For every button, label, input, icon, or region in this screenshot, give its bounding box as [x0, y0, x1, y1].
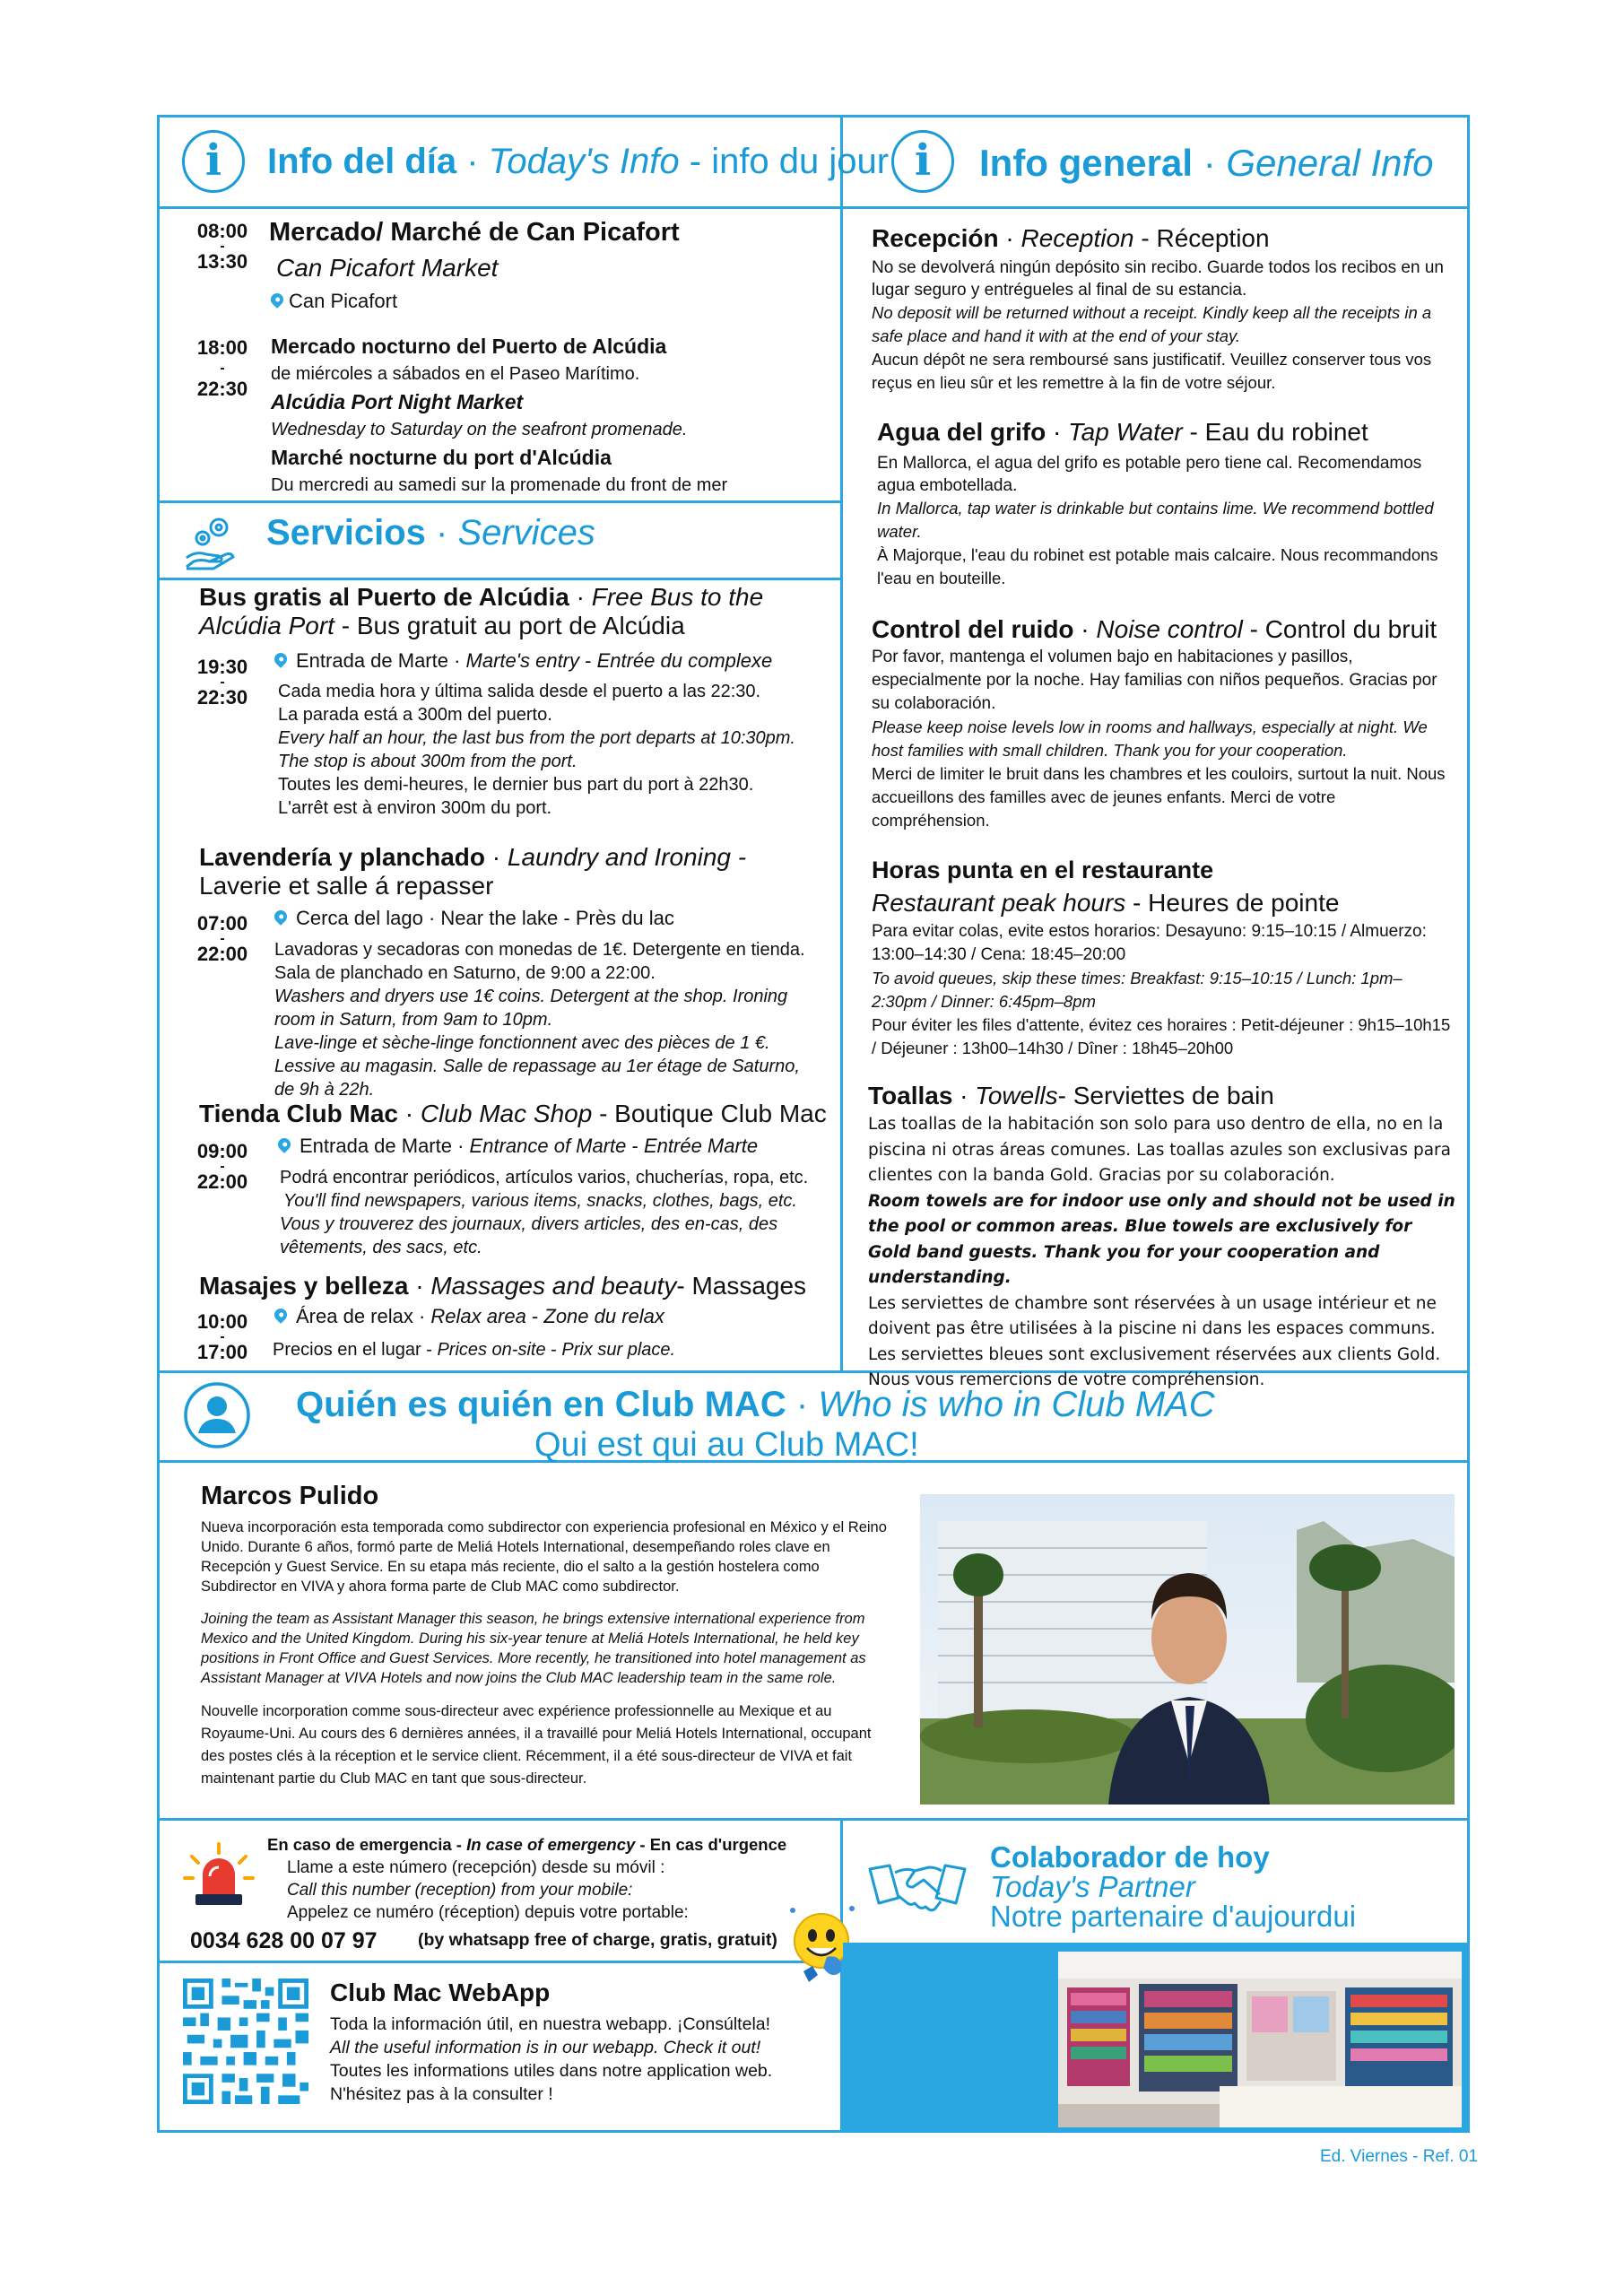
divider-emergency [157, 1961, 840, 1963]
reception-section: Recepción · Reception - Réception No se devolverá ningún depósito sin recibo. Guarde todos los recibos en un lugar seguro y entrégueles al final de su estancia. No deposit will be returned without a receipt. Kindly keep all the receipts in a safe place and hand it with at the end of your stay. Aucun dépôt ne sera remboursé sans justificatif. Veuillez conserver tous vos reçus en lieu sûr et les remettre à la fin de votre séjour. [872, 224, 1444, 392]
divider-vertical-top [840, 115, 843, 1370]
water-section: Agua del grifo · Tap Water - Eau du robinet En Mallorca, el agua del grifo es potable pero tiene cal. Recomendamos agua embotellada. In Mallorca, tap water is drinkable but contains lime. We recommend bottled water. À Majorque, l'eau du robinet est potable mais calcaire. Nous recommandons l'eau en bouteille. [877, 418, 1438, 587]
massage-time: 10:00 - 17:00 [196, 1310, 248, 1364]
towels-section: Toallas · Towells- Serviettes de bain Las toallas de la habitación son solo para uso dentro de ella, no en la piscina ni otras áreas comunes. Las toallas azules son exclusivas para clientes con la banda Gold. Gracias por su colaboración. Room towels are for indoor use only and should not be used in the pool or common areas. Blue towels are exclusively for Gold band guests. Thank you for your cooperation and understanding. Les serviettes de chambre sont réservées à un usage intérieur et ne doivent pas être utilisées à la piscine ni dans les espaces communs. Les serviettes bleues sont exclusivement réservées aux clients Gold. Nous vous remercions de votre compréhension. [868, 1082, 1455, 1389]
massage-location: Área de relax · Relax area - Zone du relax [274, 1304, 664, 1329]
event-1-title: Mercado/ Marché de Can Picafort [269, 218, 680, 247]
staff-name: Marcos Pulido [201, 1482, 379, 1510]
bus-time: 19:30 - 22:30 [196, 656, 248, 709]
divider-header [157, 206, 1470, 209]
gears-hand-icon [183, 511, 244, 570]
who-title: Quién es quién en Club MAC · Who is who in Club MAC [296, 1385, 1215, 1424]
event-1-time: 08:00 - 13:30 [196, 220, 248, 274]
divider-servicios [157, 500, 840, 503]
event-1-location: Can Picafort [271, 289, 397, 314]
emergency-block: En caso de emergencia - In case of emergency - En cas d'urgence Llame a este número (recepción) desde su móvil : Call this number (reception) from your mobile: Appelez ce numéro (réception) depuis votre portable: [267, 1835, 787, 1922]
location-pin-icon [272, 650, 290, 668]
servicios-title: Servicios · Services [266, 513, 595, 552]
massage-title: Masajes y belleza · Massages and beauty- Massages [199, 1272, 807, 1300]
bus-location: Entrada de Marte · Marte's entry - Entrée du complexe [274, 648, 772, 674]
handshake-icon [868, 1855, 967, 1918]
bus-description: Cada media hora y última salida desde el puerto a las 22:30. La parada está a 300m del puerto. Every half an hour, the last bus from the port departs at 10:30pm. The stop is about 300m from the port. Toutes les demi-heures, le dernier bus part du port à 22h30. L'arrêt est à environ 300m du port. [278, 682, 795, 818]
qr-code-icon[interactable] [183, 1979, 308, 2104]
staff-bio: Nueva incorporación esta temporada como subdirector con experiencia profesional en México y el Reino Unido. Durante 6 años, formó parte de Meliá Hotels International, desempeñando roles clave en Recepción y Guest Service. En su etapa más reciente, dio el salto a la gestión hostelera como Subdirector en VIVA y ahora forma parte de Club MAC como subdirector. Joining the team as Assistant Manager this season, he brings extensive international experience from Mexico and the United Kingdom. During his six-year tenure at Meliá Hotels International, he held key positions in Front Office and Guest Services. More recently, he transitioned into hotel management as Assistant Manager at VIVA Hotels and now joins the Club MAC leadership team in the same role. Nouvelle incorporation comme sous-directeur avec expérience professionnelle au Mexique et au Royaume-Uni. Au cours des 6 dernières années, il a travaillé pour Meliá Hotels International, occupant des postes clés à la réception et le service client. Récemment, il a été sous-directeur de VIVA et fait maintenant partie du Club MAC en tant que sous-directeur. [201, 1519, 887, 1787]
divider-servicios-head [157, 578, 840, 580]
noise-section: Control del ruido · Noise control - Control du bruit Por favor, mantenga el volumen bajo en habitaciones y pasillos, especialmente por la noche. Hay familias con niños pequeños. Gracias por su colaboración. Please keep noise levels low in rooms and hallways, especially at night. We host families with small children. Thank you for your cooperation. Merci de limiter le bruit dans les chambres et les couloirs, surtout la nuit. Nous accueillons des familles avec de jeunes enfants. Merci de votre compréhension. [872, 615, 1446, 830]
info-icon: i [182, 130, 245, 193]
staff-photo [920, 1494, 1455, 1805]
shop-location: Entrada de Marte · Entrance of Marte - Entrée Marte [278, 1134, 758, 1159]
footer-ref: Ed. Viernes - Ref. 01 [1320, 2147, 1479, 2166]
peak-hours-section: Horas punta en el restaurante Restaurant peak hours - Heures de pointe Para evitar colas, evite estos horarios: Desayuno: 9:15–10:15 / Almuerzo: 13:00–14:30 / Cena: 18:45–20:00 To avoid queues, skip these times: Breakfast: 9:15–10:15 / Lunch: 1pm–2:30pm / Dinner: 6:45pm–8pm Pour éviter les files d'attente, évitez ces horaires : Petit-déjeuner : 9h15–10h15 / Déjeuner : 13h00–14h30 / Dîner : 18h45–20h00 [872, 857, 1451, 1057]
partner-shop-photo [1058, 1952, 1462, 2127]
laundry-title: Lavendería y planchado · Laundry and Ironing - Laverie et salle á repasser [199, 843, 747, 900]
webapp-block: Club Mac WebApp Toda la información útil, en nuestra webapp. ¡Consúltela! All the useful information is in our webapp. Check it out! Toutes les informations utiles dans notre application web. N'hésitez pas à la consulter ! [330, 1979, 773, 2104]
shop-time: 09:00 - 22:00 [196, 1140, 248, 1194]
shop-title: Tienda Club Mac · Club Mac Shop - Boutique Club Mac [199, 1100, 827, 1127]
location-pin-icon [275, 1135, 293, 1153]
partner-title: Colaborador de hoy Today's Partner Notre partenaire d'aujourdui [990, 1840, 1357, 1933]
info-icon: i [891, 130, 954, 193]
info-general-title: Info general · General Info [979, 142, 1434, 184]
event-2-details: Mercado nocturno del Puerto de Alcúdia de miércoles a sábados en el Paseo Marítimo. Alcúdia Port Night Market Wednesday to Saturday on the seafront promenade. Marché nocturne du port d'Alcúdia Du mercredi au samedi sur la promenade du front de mer [271, 335, 728, 495]
event-1-subtitle: Can Picafort Market [276, 254, 499, 282]
info-dia-title: Info del día · Today's Info - info du jour [267, 142, 890, 181]
location-pin-icon [272, 908, 290, 926]
emergency-phone[interactable]: 0034 628 00 07 97 [190, 1928, 378, 1953]
bus-title: Bus gratis al Puerto de Alcúdia · Free Bus to the Alcúdia Port - Bus gratuit au port de Alcúdia [199, 583, 764, 639]
laundry-description: Lavadoras y secadoras con monedas de 1€. Detergente en tienda. Sala de planchado en Saturno, de 9:00 a 22:00. Washers and dryers use 1€ coins. Detergent at the shop. Ironing room in Saturn, from 9am to 10pm. Lave-linge et sèche-linge fonctionnent avec des pièces de 1 €. Lessive au magasin. Salle de repassage au 1er étage de Saturno, de 9h à 22h. [274, 940, 805, 1100]
massage-price: Precios en el lugar - Prices on-site - Prix sur place. [273, 1340, 676, 1360]
location-pin-icon [268, 291, 286, 309]
event-2-time: 18:00 - 22:30 [196, 336, 248, 401]
divider-bottom [157, 1818, 1470, 1821]
shop-description: Podrá encontrar periódicos, artículos varios, chucherías, ropa, etc. You'll find newspapers, various items, snacks, clothes, bags, etc. Vous y trouverez des journaux, divers articles, des en-cas, des vêtements, des sacs, etc. [280, 1168, 809, 1257]
laundry-location: Cerca del lago · Near the lake - Près du lac [274, 906, 674, 931]
who-title-fr: Qui est qui au Club MAC! [534, 1426, 919, 1464]
laundry-time: 07:00 - 22:00 [196, 912, 248, 966]
emergency-note: (by whatsapp free of charge, gratis, gratuit) [418, 1930, 777, 1950]
location-pin-icon [272, 1306, 290, 1324]
person-icon [183, 1381, 251, 1449]
alarm-light-icon [183, 1840, 255, 1910]
